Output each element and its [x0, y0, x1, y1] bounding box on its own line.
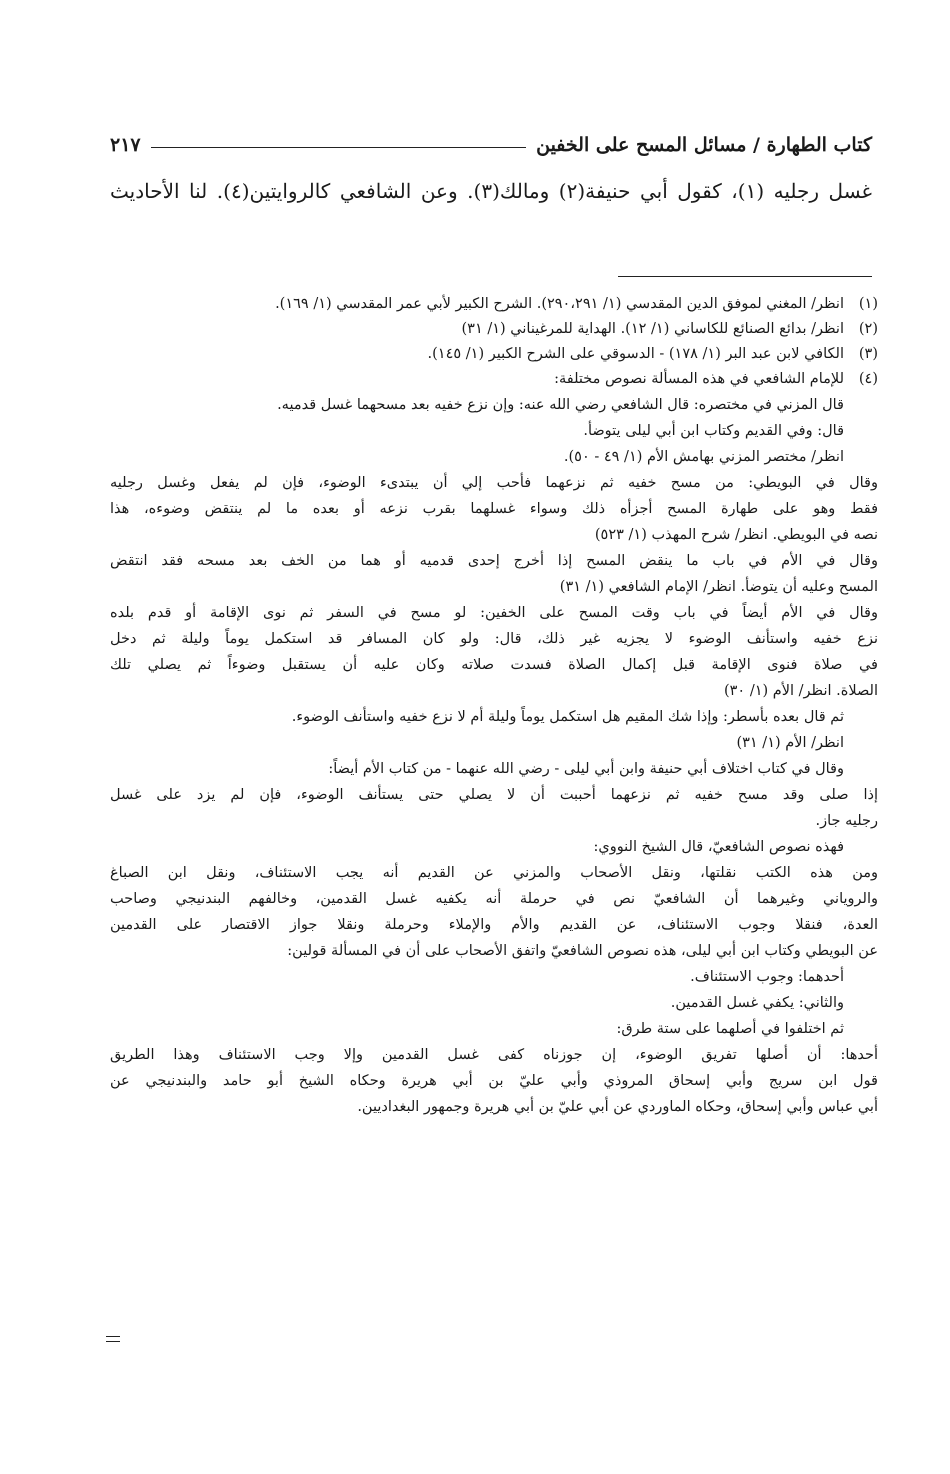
quote-line: المسح وعليه أن يتوضأ. انظر/ الإمام الشافعي (١/ ٣١)	[559, 579, 878, 595]
quote-line: فهذه نصوص الشافعيّ، قال الشيخ النووي:	[593, 839, 844, 855]
footnote-text: الكافي لابن عبد البر (١/ ١٧٨) - الدسوقي على الشرح الكبير (١/ ١٤٥).	[427, 346, 844, 362]
quote-paragraph	[110, 418, 878, 444]
running-header	[110, 116, 872, 156]
footnote-number: (٣)	[858, 346, 878, 362]
quote-line: ومن هذه الكتب نقلتها، ونقل الأصحاب والمزني عن القديم أنه يجب الاستئناف، ونقل ابن الصباغ	[110, 865, 878, 881]
quote-paragraph	[110, 990, 878, 1016]
quote-line: رجليه جاز.	[815, 813, 878, 829]
quote-paragraph	[110, 756, 878, 782]
quote-paragraph	[110, 704, 878, 730]
quote-paragraph	[110, 782, 878, 834]
header-title: كتاب الطهارة / مسائل المسح على الخفين	[536, 134, 872, 156]
quote-line: انظر/ مختصر المزني بهامش الأم (١/ ٤٩ - ٥٠).	[563, 449, 844, 465]
quote-line: قال المزني في مختصره: قال الشافعي رضي الله عنه: وإن نزع خفيه بعد مسحهما غسل قدميه.	[277, 397, 844, 413]
quote-line: ثم قال بعده بأسطر: وإذا شك المقيم هل استكمل يوماً وليلة أم لا نزع خفيه واستأنف الوضوء.	[291, 709, 844, 725]
page-number: ٢١٧	[110, 134, 141, 156]
quote-line: أحدهما: وجوب الاستئناف.	[690, 969, 844, 985]
footnote-separator	[618, 276, 872, 277]
footnote-text: للإمام الشافعي في هذه المسألة نصوص مختلفة:	[554, 371, 844, 387]
quote-paragraph	[110, 1016, 878, 1042]
footnotes-section	[110, 292, 878, 1120]
quote-line: إذا صلى وقد مسح خفيه ثم نزعهما أحببت أن لا يصلي حتى يستأنف الوضوء، فإن لم يزد على غسل	[110, 787, 878, 803]
footnote-text: انظر/ المغني لموفق الدين المقدسي (١/ ٢٩٠،٢٩١). الشرح الكبير لأبي عمر المقدسي (١/ ١٦٩).	[275, 296, 844, 312]
main-text: غسل رجليه (١)، كقول أبي حنيفة(٢) ومالك(٣). وعن الشافعي كالروايتين(٤). لنا الأحاديث	[110, 179, 872, 203]
quote-paragraph	[110, 392, 878, 418]
quote-line: أحدها: أن أصلها تفريق الوضوء، إن جوزناه كفى غسل القدمين وإلا وجب الاستئناف وهذا الطريق	[110, 1047, 878, 1063]
quote-paragraph	[110, 1042, 878, 1120]
quote-line: وقال في كتاب اختلاف أبي حنيفة وابن أبي ليلى - رضي الله عنهما - من كتاب الأم أيضاً:	[328, 761, 844, 777]
quote-line: فقط وهو على طهارة المسح أجزأه ذلك وسواء غسلهما بقرب نزعه أو بعده ما لم ينتقض وضوءه، هذا	[110, 501, 878, 517]
quote-paragraph	[110, 444, 878, 470]
quote-paragraph	[110, 730, 878, 756]
quote-line: والروياني وغيرهما أن الشافعيّ نص في حرملة أنه يكفيه غسل القدمين، وخالفهم البندنيجي وصاحب	[110, 891, 878, 907]
footnote-number: (٢)	[858, 321, 878, 337]
quote-paragraph	[110, 834, 878, 860]
footnote-quote-block	[110, 392, 878, 1120]
quote-line: أبي عباس وأبي إسحاق، وحكاه الماوردي عن أبي عليّ بن أبي هريرة وجمهور البغداديين.	[357, 1099, 878, 1115]
footnote-item	[110, 342, 878, 367]
quote-line: وقال في البويطي: من مسح خفيه ثم نزعهما فأحب إلي أن يبتدىء الوضوء، فإن لم يفعل وغسل رجليه	[110, 475, 878, 491]
footnote-item	[110, 367, 878, 392]
quote-line: وقال في الأم أيضاً في باب وقت المسح على الخفين: لو مسح في السفر ثم نوى الإقامة أو قدم بلده	[110, 605, 878, 621]
footnote-list	[110, 292, 878, 392]
quote-line: نصه في البويطي. انظر/ شرح المهذب (١/ ٥٢٣)	[594, 527, 878, 543]
page-end-mark	[106, 1336, 120, 1346]
quote-line: نزع خفيه واستأنف الوضوء لا يجزيه غير ذلك، قال: ولو كان المسافر قد استكمل يوماً وليلة ثم دخل	[110, 631, 878, 647]
quote-line: قول ابن سريج وأبي إسحاق المروذي وأبي عليّ بن أبي هريرة وحكاه الشيخ أبو حامد والبندنيجي عن	[110, 1073, 878, 1089]
quote-line: قال: وفي القديم وكتاب ابن أبي ليلى يتوضأ.	[583, 423, 844, 439]
quote-line: في صلاة فنوى الإقامة قبل إكمال الصلاة فسدت صلاته وكان عليه أن يستقبل وضوءاً ثم يصلي تلك	[110, 657, 878, 673]
quote-line: والثاني: يكفي غسل القدمين.	[670, 995, 844, 1011]
quote-line: عن البويطي وكتاب ابن أبي ليلى، هذه نصوص الشافعيّ واتفق الأصحاب على أن في المسألة قولين:	[287, 943, 878, 959]
quote-paragraph	[110, 470, 878, 548]
footnote-number: (٤)	[858, 371, 878, 387]
quote-line: العدة، فنقلا وجوب الاستئناف، عن القديم والأم والإملاء وحرملة ونقلا جواز الاقتصار على القدمين	[110, 917, 878, 933]
quote-line: الصلاة. انظر/ الأم (١/ ٣٠)	[723, 683, 878, 699]
footnote-number: (١)	[858, 296, 878, 312]
quote-paragraph	[110, 964, 878, 990]
header-rule	[151, 147, 526, 148]
quote-line: انظر/ الأم (١/ ٣١)	[736, 735, 844, 751]
quote-paragraph	[110, 548, 878, 600]
quote-paragraph	[110, 860, 878, 964]
quote-line: ثم اختلفوا في أصلهما على ستة طرق:	[616, 1021, 844, 1037]
footnote-text: انظر/ بدائع الصنائع للكاساني (١/ ١٢). الهداية للمرغيناني (١/ ٣١)	[461, 321, 844, 337]
quote-line: وقال في الأم في باب ما ينقض المسح إذا أخرج إحدى قدميه أو هما من الخف بعد مسحه فقد انتقض	[110, 553, 878, 569]
quote-paragraph	[110, 600, 878, 704]
footnote-item	[110, 317, 878, 342]
footnote-item	[110, 292, 878, 317]
